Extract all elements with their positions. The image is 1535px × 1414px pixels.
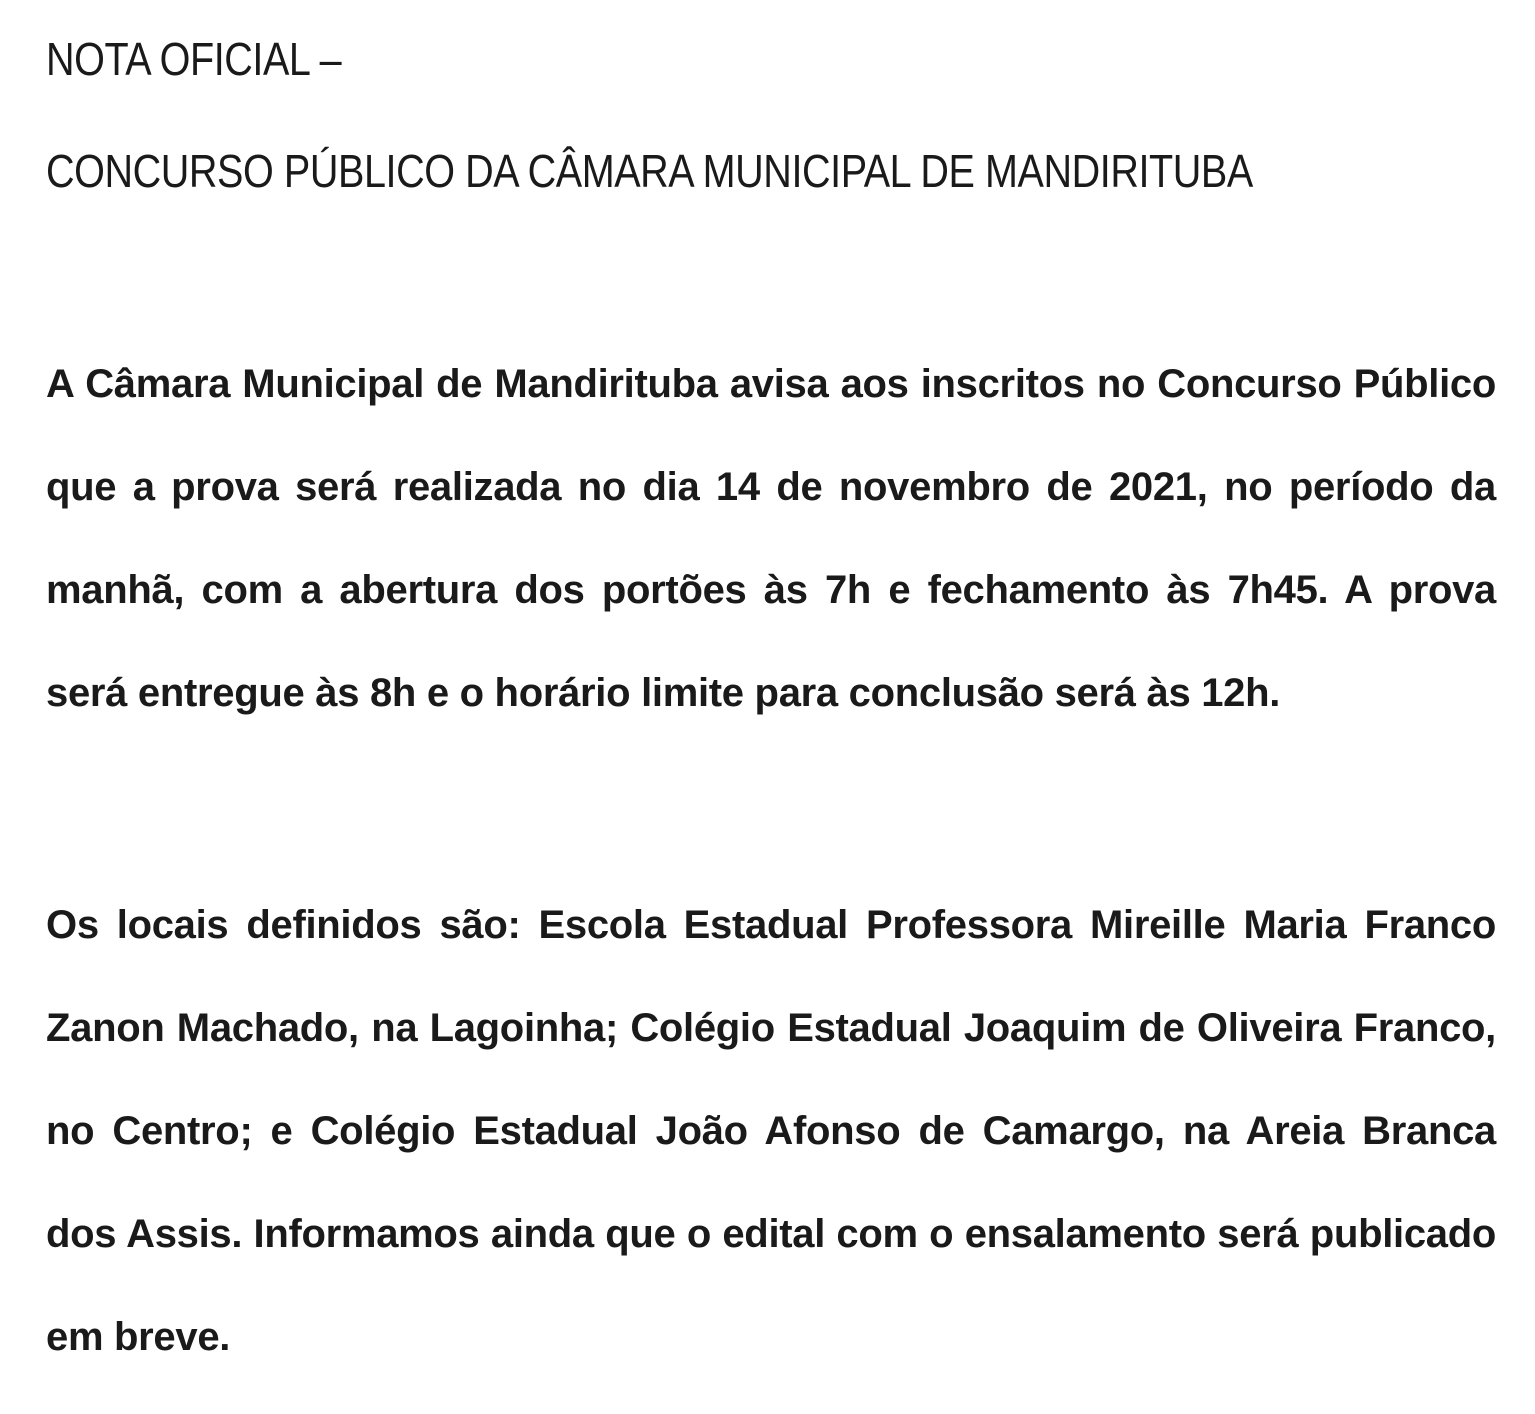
document-title-line-1: NOTA OFICIAL – [46,33,342,85]
paragraph-exam-schedule: A Câmara Municipal de Mandirituba avisa aos inscritos no Concurso Público que a prova será realizada no dia 14 de novembro de 2021, no período da manhã, com a abertura dos portões às 7h e fechamento às 7h45. A prova será entregue às 8h e o horário limite para conclusão será às 12h. [46,362,1496,715]
document-title-line-2: CONCURSO PÚBLICO DA CÂMARA MUNICIPAL DE MANDIRITUBA [46,145,1253,197]
paragraph-exam-locations: Os locais definidos são: Escola Estadual Professora Mireille Maria Franco Zanon Machado, na Lagoinha; Colégio Estadual Joaquim de Oliveira Franco, no Centro; e Colégio Estadual João Afonso de Camargo, na Areia Branca dos Assis. Informamos ainda que o edital com o ensalamento será publicado em breve. [46,903,1496,1359]
